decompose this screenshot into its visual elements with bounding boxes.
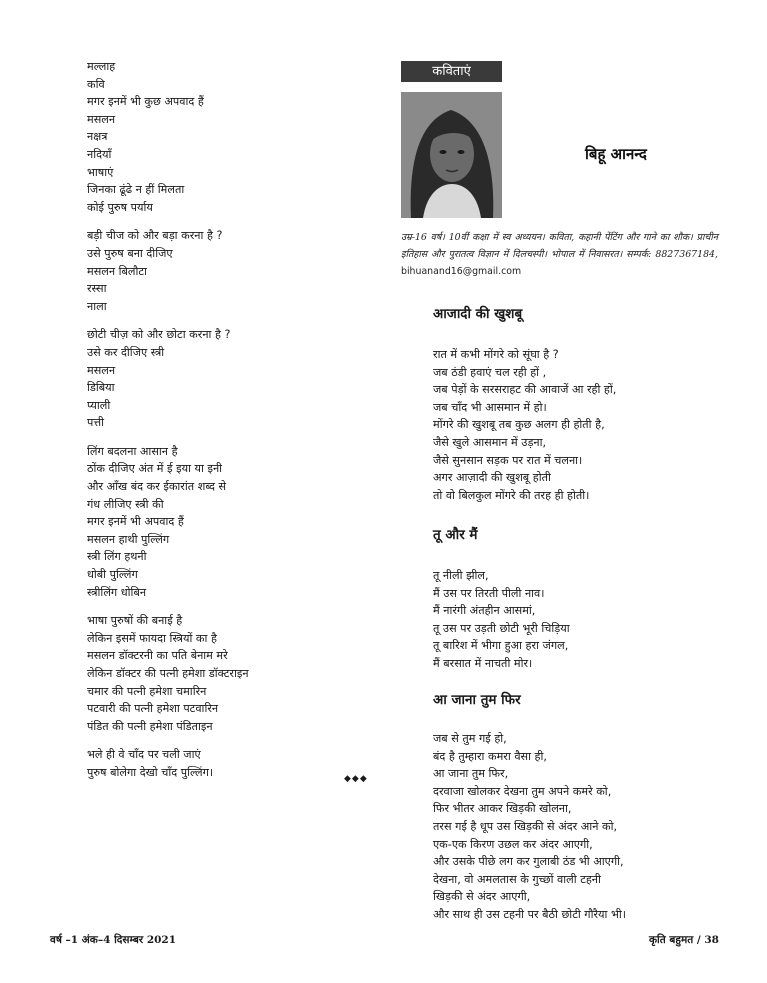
section-divider: ◆◆◆ xyxy=(344,774,368,784)
poem-title: आ जाना तुम फिर xyxy=(433,692,521,708)
stanza xyxy=(87,746,327,781)
poem-line: जब ठंडी हवाएं चल रही हों , xyxy=(433,365,547,379)
page-number: कृति बहुमत / 38 xyxy=(648,934,719,946)
poem-line: मसलन हाथी पुल्लिंग xyxy=(87,532,170,546)
poem-line: तरस गई है धूप उस खिड़की से अंदर आने को, xyxy=(433,819,618,833)
poem-line: बड़ी चीज को और बड़ा करना है ? xyxy=(87,229,223,243)
poem-line: मसलन बिलौटा xyxy=(87,264,147,278)
poem-line: बंद है तुम्हारा कमरा वैसा ही, xyxy=(433,749,547,763)
poem-line: तू बारिश में भीगा हुआ हरा जंगल, xyxy=(433,639,569,653)
poem-line: लेकिन इसमें फायदा स्त्रियों का है xyxy=(87,631,217,645)
poem-line: जैसे सुनसान सड़क पर रात में चलना। xyxy=(433,453,583,467)
poem-body xyxy=(433,567,693,673)
poem-line: जब से तुम गई हो, xyxy=(433,732,507,745)
poem-line: कोई पुरुष पर्याय xyxy=(87,200,153,214)
poem-line: अगर आज़ादी की खुशबू होती xyxy=(433,471,551,485)
poem-line: मोंगरे की खुशबू तब कुछ अलग ही होती है, xyxy=(433,418,605,432)
poem-line: नदियाँ xyxy=(87,147,112,161)
poem-2 xyxy=(433,525,693,673)
poem-line: गंध लीजिए स्त्री की xyxy=(87,497,164,511)
poem-line: भले ही वे चाँद पर चली जाएं xyxy=(87,748,201,762)
poem-line: देखना, वो अमलतास के गुच्छों वाली टहनी xyxy=(433,872,601,886)
poem-line: जिनका ढूंढे न हीं मिलता xyxy=(87,183,185,197)
left-poem xyxy=(87,58,327,793)
poem-line: जब चाँद भी आसमान में हो। xyxy=(433,400,547,414)
section-label: कविताएं xyxy=(401,61,502,82)
poem-title: आजादी की खुशबू xyxy=(433,306,523,322)
poem-line: तू उस पर उड़ती छोटी भूरी चिड़िया xyxy=(433,621,570,635)
poem-line: मगर इनमें भी कुछ अपवाद हैं xyxy=(87,95,204,109)
poem-line: डिबिया xyxy=(87,381,115,395)
poem-title: तू और मैं xyxy=(433,527,478,543)
poem-line: रस्सा xyxy=(87,282,107,296)
author-email: bihuanand16@gmail.com xyxy=(401,266,522,277)
poem-line: उसे पुरुष बना दीजिए xyxy=(87,246,173,260)
poem-line: मसलन डॉक्टरनी का पति बेनाम मरे xyxy=(87,649,228,663)
poem-line: जब पेड़ों के सरसराहट की आवाजें आ रही हों, xyxy=(433,383,617,397)
poem-line: प्याली xyxy=(87,398,111,412)
poem-line: मसलन xyxy=(87,363,116,377)
poem-line: मगर इनमें भी अपवाद हैं xyxy=(87,515,184,529)
poem-line: दरवाजा खोलकर देखना तुम अपने कमरे को, xyxy=(433,784,612,798)
poem-line: तू नीली झील, xyxy=(433,569,489,582)
poem-line: पटवारी की पत्नी हमेशा पटवारिन xyxy=(87,702,219,716)
poem-line: मल्लाह xyxy=(87,60,116,73)
poem-line: ठोंक दीजिए अंत में ई इया या इनी xyxy=(87,462,223,476)
author-name: बिहू आनन्द xyxy=(585,145,647,163)
poem-line: तो वो बिलकुल मोंगरे की तरह ही होती। xyxy=(433,488,590,502)
poem-1 xyxy=(433,304,693,504)
poem-line: मैं बरसात में नाचती मोर। xyxy=(433,656,533,670)
poem-line: नाला xyxy=(87,299,107,313)
poem-line: रात में कभी मोंगरे को सूंघा है ? xyxy=(433,348,559,361)
poem-line: पत्ती xyxy=(87,416,104,430)
poem-line: मैं नारंगी अंतहीन आसमां, xyxy=(433,604,536,618)
poem-body xyxy=(433,346,693,504)
poem-line: और उसके पीछे लग कर गुलाबी ठंड भी आएगी, xyxy=(433,855,624,869)
poem-line: नक्षत्र xyxy=(87,130,108,144)
stanza xyxy=(87,443,327,601)
poem-line: एक-एक किरण उछल कर अंदर आएगी, xyxy=(433,837,593,851)
stanza xyxy=(87,58,327,216)
stanza xyxy=(87,326,327,432)
poem-line: चमार की पत्नी हमेशा चमारिन xyxy=(87,684,207,698)
poem-line: मसलन xyxy=(87,112,116,126)
poem-line: पंडित की पत्नी हमेशा पंडिताइन xyxy=(87,719,213,733)
poem-line: छोटी चीज़ को और छोटा करना है ? xyxy=(87,328,231,342)
poem-line: जैसे खुले आसमान में उड़ना, xyxy=(433,435,547,449)
poem-line: लिंग बदलना आसान है xyxy=(87,444,178,458)
poem-line: आ जाना तुम फिर, xyxy=(433,767,509,781)
poem-line: और आँख बंद कर ईकारांत शब्द से xyxy=(87,480,227,494)
poem-3 xyxy=(433,690,693,924)
poem-line: स्त्री लिंग हथनी xyxy=(87,550,147,564)
poem-line: लेकिन डॉक्टर की पत्नी हमेशा डॉक्टराइन xyxy=(87,667,249,680)
author-bio-text: उम्र-16 वर्ष। 10वीं कक्षा में स्व अध्ययन। कविता, कहानी पेंटिंग और गाने का शौक। प्राचीन इतिहास और पुरातत्व विज्ञान में दिलचस्पी। भोपाल में निवासरत। सम्पर्क: 8827367184, xyxy=(401,232,718,260)
poem-line: पुरुष बोलेगा देखो चाँद पुल्लिंग। xyxy=(87,765,214,779)
author-bio xyxy=(401,229,718,280)
author-portrait xyxy=(401,92,502,218)
poem-body xyxy=(433,730,693,924)
poem-line: भाषा पुरुषों की बनाई है xyxy=(87,614,183,628)
issue-info: वर्ष –1 अंक–4 दिसम्बर 2021 xyxy=(50,934,177,946)
stanza xyxy=(87,227,327,315)
poem-line: फिर भीतर आकर खिड़की खोलना, xyxy=(433,802,572,816)
poem-line: कवि xyxy=(87,77,105,91)
poem-line: धोबी पुल्लिंग xyxy=(87,568,138,582)
poem-line: उसे कर दीजिए स्त्री xyxy=(87,345,165,359)
stanza xyxy=(87,612,327,735)
poem-line: मैं उस पर तिरती पीली नाव। xyxy=(433,586,545,600)
poem-line: भाषाएं xyxy=(87,165,114,179)
poem-line: और साथ ही उस टहनी पर बैठी छोटी गौरैया भी। xyxy=(433,907,627,921)
poem-line: स्त्रीलिंग धोबिन xyxy=(87,585,147,599)
poem-line: खिड़की से अंदर आएगी, xyxy=(433,890,531,904)
